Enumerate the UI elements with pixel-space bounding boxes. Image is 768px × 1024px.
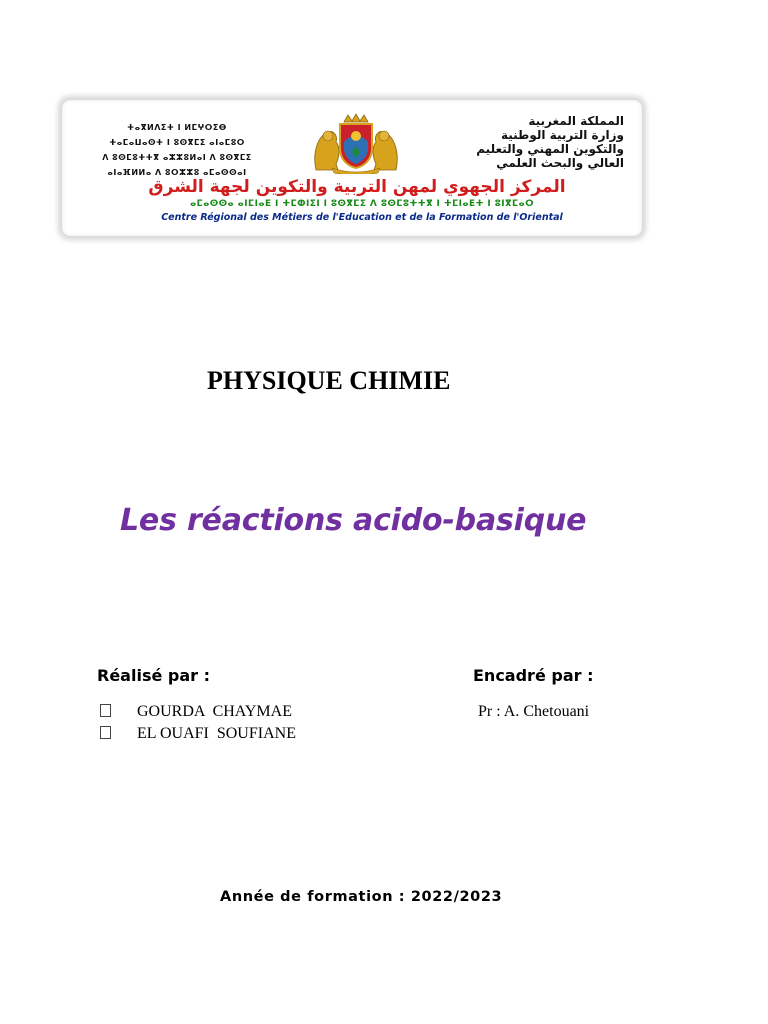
realise-par-label: Réalisé par :: [97, 666, 210, 685]
crmef-tifinagh-name: ⴰⵎⴰⵙⵙⴰ ⴰⵏⵎⵏⴰⴹ ⵏ ⵜⵎⵀⵏⵉⵏ ⵏ ⵓⵙⴳⵎⵉ ⴷ ⵓⵙⵎⵓⵜⵜⴳ ⵏ ⵜⵎⵏⴰⴹⵜ ⵏ ⵓⵏⴳⵎⴰⵔ: [189, 199, 535, 209]
arabic-line: وزارة التربية الوطنية: [500, 128, 624, 142]
moroccan-coat-of-arms-icon: [306, 112, 406, 174]
student-name: EL OUAFI SOUFIANE: [137, 725, 296, 742]
tifinagh-ministry-name: [92, 120, 262, 180]
student-item: [100, 703, 292, 721]
student-name: GOURDA CHAYMAE: [137, 703, 292, 720]
arabic-line: والتكوين المهني والتعليم: [476, 142, 624, 156]
tifinagh-line: ⴷ ⵓⵙⵎⵓⵜⵜⴳ ⴰⵣⵣⵓⵍⴰⵏ ⴷ ⵓⵙⴳⵎⵉ: [102, 153, 252, 162]
crmef-french-name: Centre Régional des Métiers de l'Education et de la Formation de l'Oriental: [161, 212, 563, 223]
training-year: Année de formation : 2022/2023: [220, 889, 503, 905]
tifinagh-line: ⵜⴰⴳⵍⴷⵉⵜ ⵏ ⵍⵎⵖⵔⵉⴱ: [127, 123, 227, 132]
encadre-par-label: Encadré par :: [473, 666, 594, 685]
tifinagh-line: ⴰⵏⴰⴼⵍⵍⴰ ⴷ ⵓⵔⵣⵣⵓ ⴰⵎⴰⵙⵙⴰⵏ: [107, 168, 247, 177]
crmef-arabic-name: المركز الجهوي لمهن التربية والتكوين لجهة الشرق: [148, 177, 566, 197]
arabic-line: العالي والبحث العلمي: [496, 156, 624, 170]
arabic-line: المملكة المغربية: [528, 114, 624, 128]
supervisor-name: Pr : A. Chetouani: [478, 703, 590, 720]
bullet-box-icon: [100, 704, 111, 717]
student-item: [100, 725, 296, 743]
tifinagh-line: ⵜⴰⵎⴰⵡⴰⵙⵜ ⵏ ⵓⵙⴳⵎⵉ ⴰⵏⴰⵎⵓⵔ: [109, 138, 245, 147]
subject-heading: PHYSIQUE CHIMIE: [207, 366, 451, 395]
document-title: Les réactions acido-basique: [120, 503, 587, 538]
header-banner: [62, 100, 642, 236]
bullet-box-icon: [100, 726, 111, 739]
arabic-ministry-name: [414, 114, 624, 170]
